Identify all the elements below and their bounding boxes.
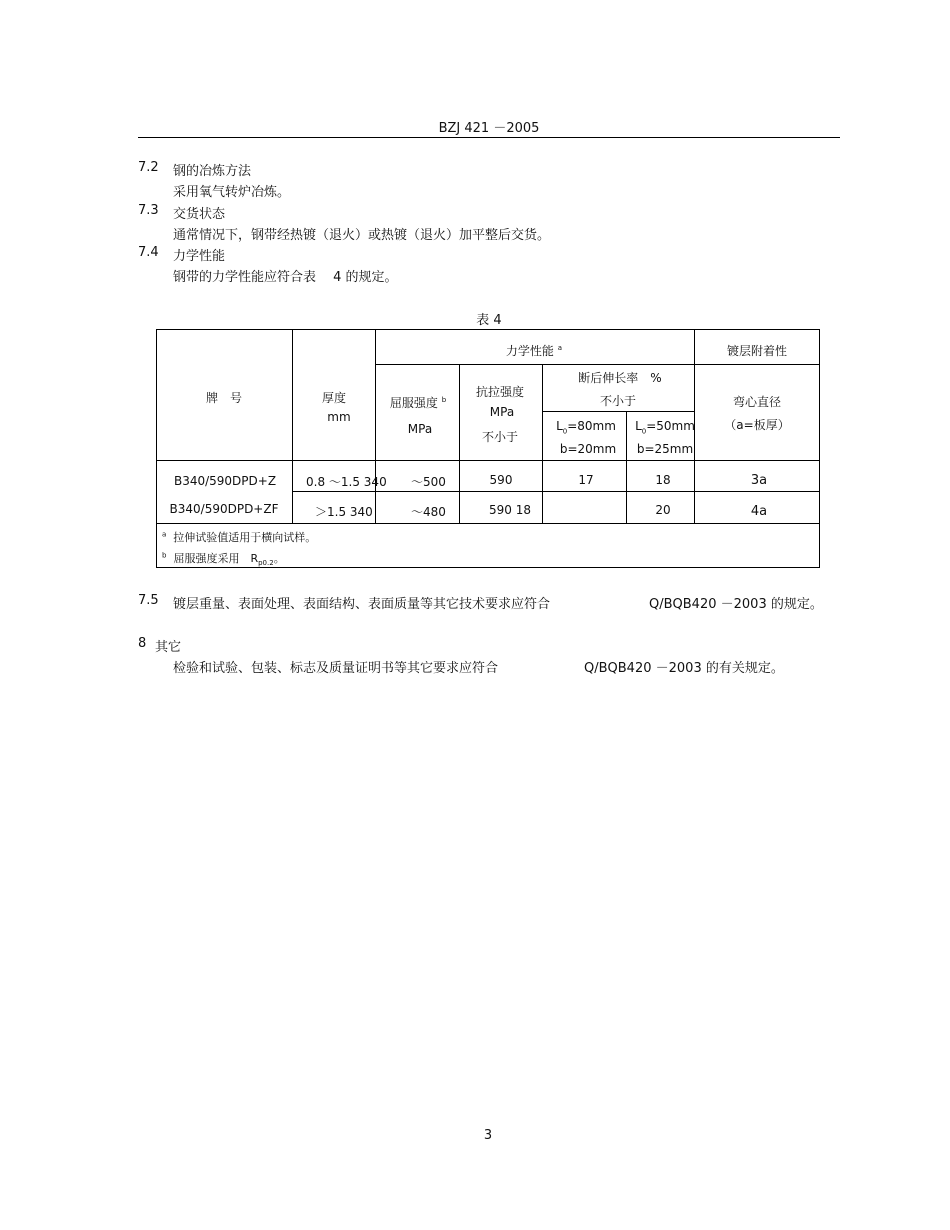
header-adhesion: 镀层附着性	[726, 344, 788, 358]
table-line-elongation	[542, 411, 694, 412]
header-elongation: 断后伸长率 %	[578, 371, 662, 385]
section-7-4-body: 钢带的力学性能应符合表 4 的规定。	[173, 270, 398, 285]
header-gauge-80: $L_0=80mm$	[556, 419, 616, 436]
section-8-number: 8	[138, 636, 147, 651]
table-vline-5	[626, 411, 627, 523]
table-vline-4	[542, 364, 543, 523]
footnote-b: $^b$ 屈服强度采用 $R_{p0.2}$。	[162, 551, 285, 568]
section-7-5-text: 镀层重量、表面处理、表面结构、表面质量等其它技术要求应符合	[173, 597, 551, 612]
header-yield-unit: MPa	[407, 422, 433, 436]
mechanical-properties-table	[156, 329, 820, 568]
row2-elongation-50: 20	[655, 503, 671, 517]
row2-tensile: 590 18	[489, 503, 531, 517]
table-vline-1	[292, 329, 293, 523]
section-8-title: 其它	[155, 640, 182, 655]
header-grade: 牌 号	[205, 391, 243, 405]
table-border-left	[156, 329, 157, 568]
header-gauge-50: $L_0=50mm$	[635, 419, 695, 436]
row2-thickness: ＞1.5 340	[315, 505, 373, 519]
table-border-top	[156, 329, 820, 330]
header-elongation-min: 不小于	[599, 394, 637, 408]
section-7-5-number: 7.5	[138, 593, 159, 608]
row1-elongation-80: 17	[578, 473, 594, 487]
header-rule	[138, 137, 840, 138]
row1-tensile: 590	[489, 473, 513, 487]
section-7-3-title: 交货状态	[173, 207, 226, 222]
section-7-2-number: 7.2	[138, 160, 159, 175]
row2-grade: B340/590DPD+ZF	[169, 502, 279, 516]
header-width-25: b=25mm	[636, 442, 694, 456]
row2-bend: 4a	[750, 504, 768, 519]
table-vline-2	[375, 329, 376, 523]
section-7-2-body: 采用氧气转炉冶炼。	[173, 185, 291, 200]
page-number: 3	[483, 1128, 493, 1143]
header-tensile-unit: MPa	[489, 405, 515, 419]
table-line-header-end	[156, 460, 820, 461]
section-7-3-body: 通常情况下，钢带经热镀（退火）或热镀（退火）加平整后交货。	[173, 228, 551, 243]
table-line-header1	[375, 364, 820, 365]
document-code: BZJ 421 －2005	[438, 121, 540, 136]
header-bend: 弯心直径	[732, 395, 782, 409]
section-7-4-title: 力学性能	[173, 249, 226, 264]
footnote-a: $^a$ 拉伸试验值适用于横向试样。	[162, 530, 317, 544]
table-line-footnotes	[156, 523, 820, 524]
header-thickness-unit: mm	[327, 410, 351, 424]
table-caption: 表 4	[476, 313, 502, 328]
section-8-reference: Q/BQB420 －2003 的有关规定。	[584, 661, 784, 676]
row2-yield: ～480	[411, 505, 446, 519]
row1-elongation-50: 18	[655, 473, 671, 487]
table-vline-3	[459, 364, 460, 523]
section-7-2-title: 钢的冶炼方法	[173, 164, 252, 179]
section-7-5-reference: Q/BQB420 －2003 的规定。	[649, 597, 823, 612]
row1-grade: B340/590DPD+Z	[173, 474, 277, 488]
row1-thickness: 0.8 ～1.5 340	[306, 475, 387, 489]
header-yield: 屈服强度 $^b$	[389, 396, 447, 410]
header-tensile: 抗拉强度	[475, 385, 525, 399]
header-bend-note: （a=板厚）	[724, 418, 790, 432]
header-tensile-min: 不小于	[481, 430, 519, 444]
section-7-4-number: 7.4	[138, 245, 159, 260]
row1-yield: ～500	[411, 475, 446, 489]
row1-bend: 3a	[750, 473, 768, 488]
header-width-20: b=20mm	[559, 442, 617, 456]
section-7-3-number: 7.3	[138, 203, 159, 218]
section-8-text: 检验和试验、包装、标志及质量证明书等其它要求应符合	[173, 661, 499, 676]
header-mechanical: 力学性能 $^a$	[505, 344, 563, 358]
header-thickness: 厚度	[321, 391, 347, 405]
table-line-row1	[292, 491, 820, 492]
